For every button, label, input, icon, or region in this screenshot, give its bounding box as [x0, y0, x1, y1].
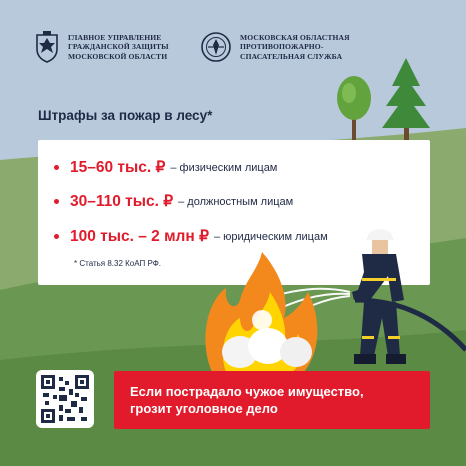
- fire-rescue-emblem-icon: [200, 31, 232, 63]
- fine-recipient: – физическим лицам: [170, 161, 278, 174]
- warning-banner: [114, 371, 430, 429]
- logo-ministry: [34, 31, 169, 63]
- fine-item-legal-entities: [54, 227, 328, 246]
- fine-recipient: – должностным лицам: [178, 195, 294, 208]
- logo-fire-service-line1: МОСКОВСКАЯ ОБЛАСТНАЯ: [240, 32, 350, 42]
- logo-fire-service-line3: СПАСАТЕЛЬНАЯ СЛУЖБА: [240, 51, 343, 61]
- warning-line2: грозит уголовное дело: [130, 401, 278, 416]
- footnote: * Статья 8.32 КоАП РФ.: [74, 259, 162, 268]
- fine-amount: 15–60 тыс. ₽: [70, 159, 166, 176]
- fines-card: [38, 140, 430, 285]
- logo-fire-service-text: [240, 33, 350, 61]
- qr-code[interactable]: [36, 370, 94, 428]
- fine-amount: 30–110 тыс. ₽: [70, 193, 174, 210]
- logo-ministry-line1: ГЛАВНОЕ УПРАВЛЕНИЕ: [68, 32, 162, 42]
- qr-code-icon: [41, 375, 89, 423]
- page-title: Штрафы за пожар в лесу*: [38, 108, 213, 123]
- logo-fire-service-line2: ПРОТИВОПОЖАРНО-: [240, 42, 324, 52]
- fine-amount: 100 тыс. – 2 млн ₽: [70, 228, 209, 245]
- bullet-icon: [54, 165, 59, 170]
- logo-fire-service: [200, 31, 350, 63]
- logo-ministry-text: [68, 33, 169, 61]
- coat-of-arms-icon: [34, 31, 60, 63]
- bullet-icon: [54, 199, 59, 204]
- fine-recipient: – юридическим лицам: [213, 230, 328, 243]
- logo-ministry-line3: МОСКОВСКОЙ ОБЛАСТИ: [68, 51, 168, 61]
- fine-item-individuals: [54, 158, 277, 177]
- fine-item-officials: [54, 192, 293, 211]
- warning-banner-text: [130, 383, 364, 417]
- warning-line1: Если пострадало чужое имущество,: [130, 384, 364, 399]
- bullet-icon: [54, 234, 59, 239]
- logo-ministry-line2: ГРАЖДАНСКОЙ ЗАЩИТЫ: [68, 42, 169, 52]
